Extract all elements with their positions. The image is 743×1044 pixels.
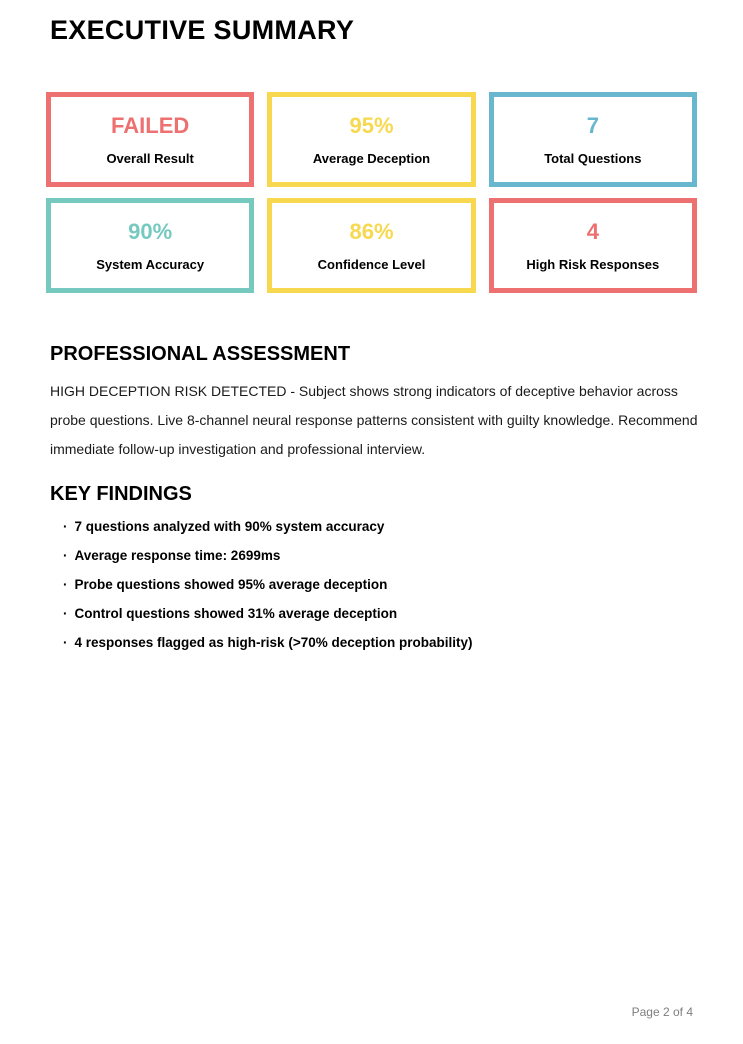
page-title: EXECUTIVE SUMMARY	[50, 15, 355, 45]
metric-card-system-accuracy	[46, 198, 254, 293]
assessment-body: HIGH DECEPTION RISK DETECTED - Subject shows strong indicators of deceptive behavior across probe questions. Live 8-channel neural response patterns consistent with guilty knowledge. Recommend immediate follow-up investigation and professional interview.	[50, 383, 698, 457]
metric-card-total-questions	[489, 92, 697, 187]
metric-label: Total Questions	[544, 150, 642, 166]
metric-label: Overall Result	[106, 150, 194, 166]
metric-label: System Accuracy	[96, 256, 205, 272]
metric-value: FAILED	[111, 112, 190, 138]
bullet-dot: ·	[63, 548, 68, 563]
finding-item	[63, 549, 472, 563]
metrics-grid	[46, 92, 697, 293]
metric-label: Average Deception	[312, 150, 431, 166]
metric-value: 90%	[128, 218, 173, 244]
finding-text: Probe questions showed 95% average deception	[74, 577, 388, 592]
bullet-dot: ·	[63, 606, 68, 621]
findings-list	[63, 520, 472, 665]
metric-value: 7	[586, 112, 599, 138]
metric-card-overall-result	[46, 92, 254, 187]
metric-value: 86%	[349, 218, 394, 244]
finding-text: Control questions showed 31% average deception	[74, 606, 398, 621]
metric-value: 95%	[349, 112, 394, 138]
bullet-dot: ·	[63, 635, 68, 650]
finding-item	[63, 636, 472, 650]
metric-card-high-risk-responses	[489, 198, 697, 293]
finding-text: 7 questions analyzed with 90% system accuracy	[74, 519, 385, 534]
metric-label: High Risk Responses	[526, 256, 660, 272]
metric-card-average-deception	[267, 92, 475, 187]
finding-text: 4 responses flagged as high-risk (>70% deception probability)	[74, 635, 473, 650]
finding-item	[63, 520, 472, 534]
finding-item	[63, 607, 472, 621]
metric-card-confidence-level	[267, 198, 475, 293]
finding-item	[63, 578, 472, 592]
metric-value: 4	[586, 218, 599, 244]
bullet-dot: ·	[63, 519, 68, 534]
metric-label: Confidence Level	[317, 256, 426, 272]
assessment-heading: PROFESSIONAL ASSESSMENT	[50, 343, 351, 365]
findings-heading: KEY FINDINGS	[50, 483, 192, 505]
page-number: Page 2 of 4	[631, 1005, 693, 1019]
finding-text: Average response time: 2699ms	[74, 548, 281, 563]
bullet-dot: ·	[63, 577, 68, 592]
